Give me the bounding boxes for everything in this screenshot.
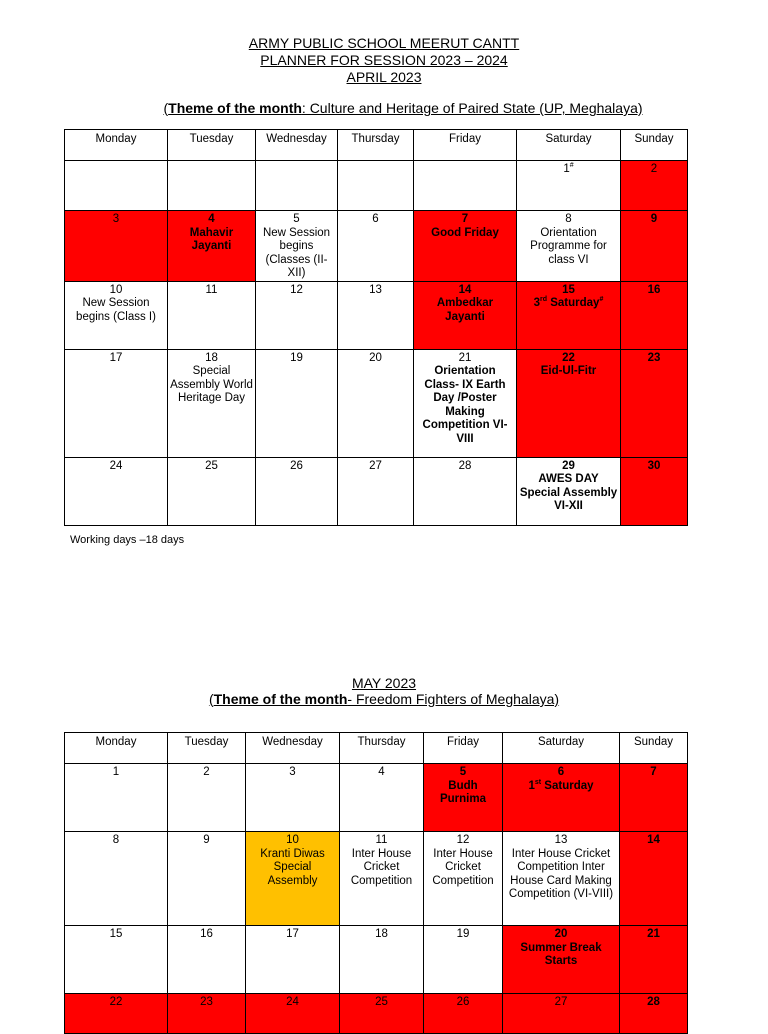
- day-number: 20: [369, 351, 382, 364]
- event-text: [519, 297, 618, 311]
- day-number: 19: [456, 928, 470, 940]
- holiday-cell: [621, 161, 688, 211]
- april-week-1: [65, 161, 688, 211]
- ordinal-suffix: rd: [540, 296, 548, 304]
- holiday-cell: [503, 764, 620, 832]
- holiday-cell: [340, 994, 424, 1034]
- day-number: 6: [557, 766, 565, 778]
- holiday-cell: [246, 994, 340, 1034]
- event-text: New Session begins (Classes (II-XII): [262, 226, 331, 279]
- day-header: Tuesday: [168, 130, 256, 161]
- holiday-cell: [424, 764, 503, 832]
- event-text: [505, 780, 617, 794]
- day-header: Sunday: [621, 130, 688, 161]
- day-cell: [338, 211, 414, 282]
- day-cell: [168, 832, 246, 926]
- day-number: 13: [554, 834, 568, 846]
- holiday-cell: [168, 994, 246, 1034]
- event-text: Budh Purnima: [439, 779, 486, 805]
- planner-title: PLANNER FOR SESSION 2023 – 2024: [260, 52, 508, 68]
- day-cell: [340, 832, 424, 926]
- day-header: Friday: [424, 733, 503, 764]
- day-cell: [517, 457, 621, 525]
- day-number: 7: [461, 213, 469, 225]
- special-day-cell: [246, 832, 340, 926]
- day-number: 22: [562, 351, 575, 364]
- holiday-cell: [620, 926, 688, 994]
- day-cell: [256, 457, 338, 525]
- day-cell: [424, 832, 503, 926]
- day-number: 19: [290, 351, 303, 364]
- event-text: Inter House Cricket Competition: [432, 847, 494, 887]
- april-week-3: [65, 281, 688, 349]
- event-text: Mahavir Jayanti: [189, 226, 234, 252]
- event-text: Eid-Ul-Fitr: [540, 365, 597, 377]
- day-number: 25: [375, 996, 388, 1008]
- april-week-2: [65, 211, 688, 282]
- day-number: 29: [562, 459, 575, 472]
- school-name: ARMY PUBLIC SCHOOL MEERUT CANTT: [248, 35, 520, 51]
- holiday-cell: [503, 994, 620, 1034]
- day-cell: [338, 281, 414, 349]
- day-header: Monday: [65, 130, 168, 161]
- day-cell: [246, 764, 340, 832]
- day-cell: [517, 211, 621, 282]
- may-theme: [0, 692, 768, 707]
- day-number: 12: [456, 834, 470, 846]
- holiday-cell: [621, 349, 688, 457]
- day-cell: [256, 211, 338, 282]
- day-number: 18: [205, 351, 218, 364]
- day-number: 18: [375, 928, 388, 940]
- day-number: 23: [200, 996, 213, 1008]
- day-number: 1: [563, 163, 570, 175]
- event-text: Good Friday: [431, 226, 499, 239]
- day-header: Sunday: [620, 733, 688, 764]
- day-header: Thursday: [340, 733, 424, 764]
- day-number: 10: [286, 834, 299, 846]
- day-cell: [340, 764, 424, 832]
- day-number: 9: [203, 834, 210, 846]
- day-number: 17: [286, 928, 299, 940]
- event-text: Ambedkar Jayanti: [436, 297, 494, 323]
- holiday-cell: [414, 211, 517, 282]
- day-number: 26: [290, 459, 303, 472]
- day-number: 3: [112, 213, 120, 225]
- may-calendar: [64, 732, 688, 1034]
- event-text: New Session begins (Class I): [76, 297, 156, 323]
- day-cell: [338, 349, 414, 457]
- april-theme: (Theme of the month: Culture and Heritage of Paired State (UP, Meghalaya): [163, 100, 643, 116]
- holiday-cell: [414, 281, 517, 349]
- day-number: 14: [458, 283, 472, 296]
- day-number: 23: [647, 351, 661, 364]
- day-number: 24: [109, 459, 123, 472]
- day-cell: [256, 349, 338, 457]
- empty-cell: [168, 161, 256, 211]
- holiday-cell: [620, 994, 688, 1034]
- day-number: 4: [378, 766, 385, 778]
- day-cell: [65, 832, 168, 926]
- working-days-note: Working days –18 days: [70, 534, 185, 546]
- holiday-cell: [424, 994, 503, 1034]
- day-number: 9: [650, 213, 658, 225]
- april-theme-text: : Culture and Heritage of Paired State (UP, Meghalaya): [301, 100, 643, 116]
- ordinal-suffix: st: [534, 778, 542, 786]
- day-number: 13: [369, 283, 382, 296]
- day-number: 6: [372, 213, 379, 225]
- may-week-2: [65, 832, 688, 926]
- holiday-cell: [621, 457, 688, 525]
- day-number: 21: [458, 351, 472, 364]
- empty-cell: [256, 161, 338, 211]
- day-number: 17: [109, 351, 123, 364]
- april-theme-label: Theme of the month: [168, 100, 302, 116]
- day-cell: [503, 832, 620, 926]
- day-number: 2: [650, 163, 658, 175]
- day-number: 5: [293, 213, 300, 225]
- ordinal-number: 1: [528, 779, 535, 792]
- day-number: 15: [109, 928, 123, 940]
- day-number: 11: [205, 283, 218, 296]
- may-header-row: [65, 733, 688, 764]
- april-calendar: [64, 129, 688, 526]
- day-cell: [65, 764, 168, 832]
- day-header: Thursday: [338, 130, 414, 161]
- saturday-label: Saturday: [541, 779, 594, 792]
- empty-cell: [338, 161, 414, 211]
- april-header-row: [65, 130, 688, 161]
- day-number: 16: [647, 283, 661, 296]
- holiday-cell: [65, 211, 168, 282]
- day-marker: #: [599, 296, 604, 304]
- event-text: Orientation Class- IX Earth Day /Poster Making Competition VI-VIII: [422, 365, 508, 445]
- holiday-cell: [503, 926, 620, 994]
- day-cell: [168, 349, 256, 457]
- day-number: 2: [203, 766, 210, 778]
- day-number: 5: [459, 766, 467, 778]
- holiday-cell: [168, 211, 256, 282]
- ordinal-number: 3: [533, 297, 541, 309]
- day-cell: [168, 281, 256, 349]
- day-header: Monday: [65, 733, 168, 764]
- day-header: Wednesday: [246, 733, 340, 764]
- day-number: 24: [286, 996, 299, 1008]
- day-number: 14: [647, 834, 660, 846]
- event-text: Summer Break Starts: [520, 941, 602, 967]
- day-cell: [168, 926, 246, 994]
- day-number: 25: [205, 459, 218, 472]
- day-number: 27: [554, 996, 568, 1008]
- holiday-cell: [517, 349, 621, 457]
- may-theme-text: - Freedom Fighters of Meghalaya): [347, 691, 560, 707]
- day-number: 28: [647, 996, 660, 1008]
- event-text: AWES DAY Special Assembly VI-XII: [519, 473, 618, 512]
- day-number: 15: [562, 283, 575, 296]
- day-cell: [517, 161, 621, 211]
- day-number: 1: [112, 766, 120, 778]
- day-number: 30: [647, 459, 661, 472]
- april-week-4: [65, 349, 688, 457]
- day-cell: [256, 281, 338, 349]
- day-number: 26: [456, 996, 470, 1008]
- may-week-4: [65, 994, 688, 1034]
- day-cell: [65, 926, 168, 994]
- holiday-cell: [620, 832, 688, 926]
- event-text: Kranti Diwas Special Assembly: [260, 847, 325, 887]
- may-theme-label: Theme of the month: [213, 691, 348, 707]
- may-theme-open: (: [208, 691, 214, 707]
- day-cell: [65, 349, 168, 457]
- day-number: 4: [208, 213, 215, 225]
- day-number: 22: [109, 996, 123, 1008]
- holiday-cell: [621, 281, 688, 349]
- day-number: 11: [375, 834, 388, 846]
- holiday-cell: [65, 994, 168, 1034]
- april-week-5: [65, 457, 688, 525]
- day-cell: [414, 457, 517, 525]
- day-cell: [338, 457, 414, 525]
- holiday-cell: [620, 764, 688, 832]
- day-marker: #: [569, 162, 574, 170]
- may-month-title: MAY 2023: [351, 675, 417, 691]
- day-cell: [65, 457, 168, 525]
- day-cell: [340, 926, 424, 994]
- day-cell: [246, 926, 340, 994]
- day-number: 3: [289, 766, 296, 778]
- day-header: Saturday: [517, 130, 621, 161]
- day-number: 12: [290, 283, 303, 296]
- may-week-3: [65, 926, 688, 994]
- day-number: 20: [554, 928, 568, 940]
- day-number: 7: [650, 766, 657, 778]
- day-number: 8: [565, 213, 572, 225]
- event-text: Orientation Programme for class VI: [530, 226, 607, 266]
- day-number: 27: [369, 459, 382, 472]
- event-text: Inter House Cricket Competition Inter House Card Making Competition (VI-VIII): [508, 847, 614, 900]
- saturday-label: Saturday: [547, 297, 600, 309]
- holiday-cell: [517, 281, 621, 349]
- may-week-1: [65, 764, 688, 832]
- event-text: Special Assembly World Heritage Day: [170, 365, 253, 404]
- day-number: 10: [109, 283, 123, 296]
- day-cell: [168, 457, 256, 525]
- day-number: 8: [112, 834, 120, 846]
- holiday-cell: [621, 211, 688, 282]
- day-number: 21: [647, 928, 660, 940]
- day-cell: [65, 281, 168, 349]
- day-header: Friday: [414, 130, 517, 161]
- day-cell: [424, 926, 503, 994]
- day-cell: [414, 349, 517, 457]
- day-cell: [168, 764, 246, 832]
- april-month-title: APRIL 2023: [346, 69, 422, 85]
- day-number: 16: [200, 928, 213, 940]
- day-header: Tuesday: [168, 733, 246, 764]
- event-text: Inter House Cricket Competition: [350, 847, 413, 887]
- day-header: Saturday: [503, 733, 620, 764]
- empty-cell: [65, 161, 168, 211]
- empty-cell: [414, 161, 517, 211]
- day-header: Wednesday: [256, 130, 338, 161]
- day-number: 28: [458, 459, 472, 472]
